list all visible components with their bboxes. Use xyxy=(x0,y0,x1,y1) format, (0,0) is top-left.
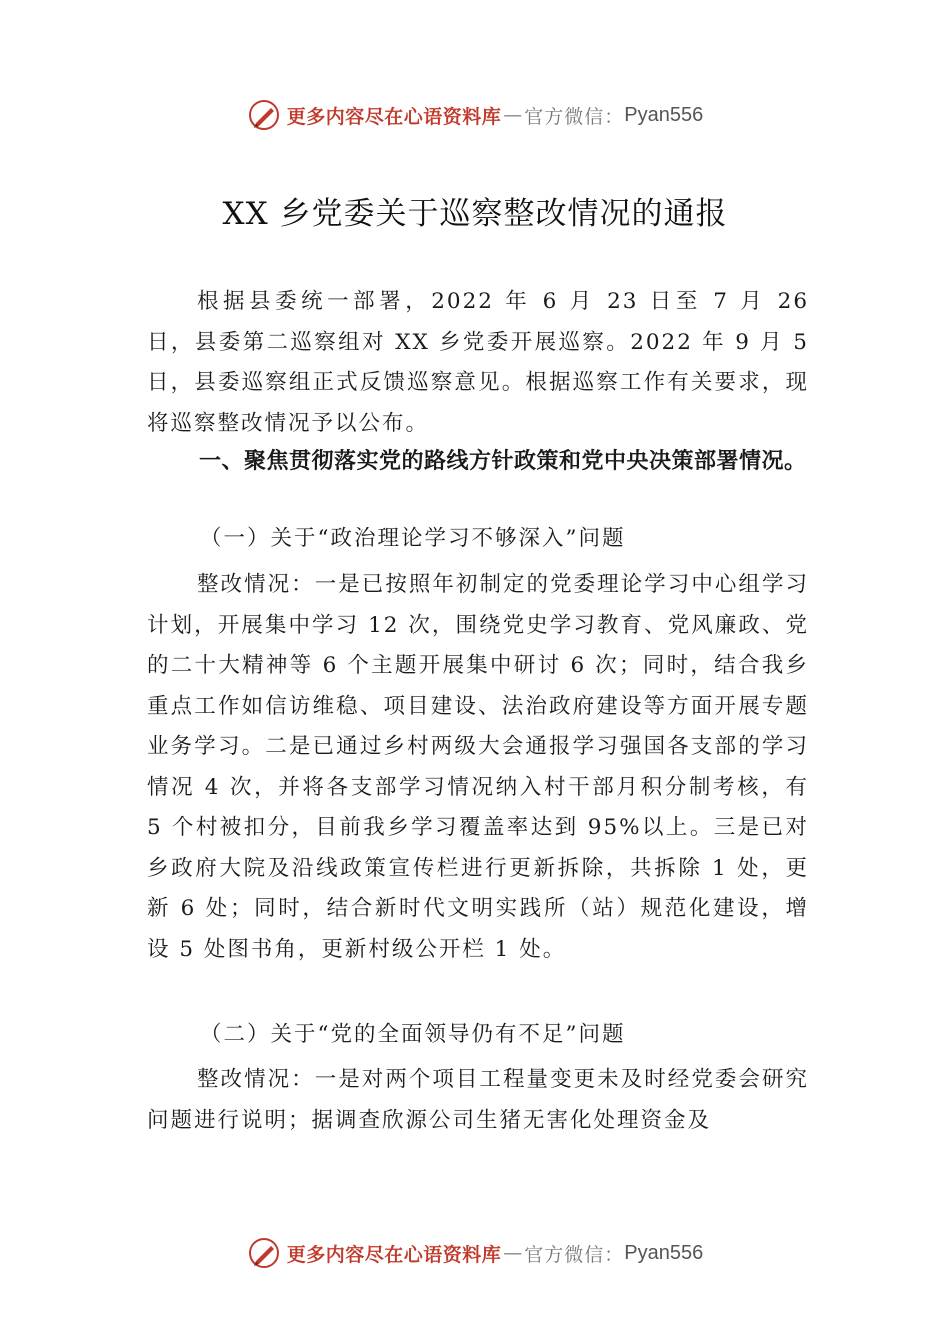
watermark-separator: — xyxy=(503,104,523,126)
watermark-banner-top xyxy=(0,95,950,135)
watermark-banner-bottom xyxy=(0,1233,950,1273)
watermark-separator: — xyxy=(503,1242,523,1264)
subsection-heading-1: （一）关于“政治理论学习不够深入”问题 xyxy=(200,526,626,551)
document-title: XX 乡党委关于巡察整改情况的通报 xyxy=(222,196,728,232)
watermark-brand: 更多内容尽在心语资料库 xyxy=(286,1243,502,1266)
subsection-heading-2: （二）关于“党的全面领导仍有不足”问题 xyxy=(200,1022,626,1047)
section-heading-1: 一、聚焦贯彻落实党的路线方针政策和党中央决策部署情况。 xyxy=(199,449,807,474)
pen-logo-icon xyxy=(247,98,281,132)
watermark-account: Pyan556 xyxy=(624,1241,704,1264)
watermark-label: 官方微信： xyxy=(524,105,625,128)
watermark-brand: 更多内容尽在心语资料库 xyxy=(286,105,502,128)
watermark-label: 官方微信： xyxy=(524,1243,625,1266)
intro-paragraph: 根据县委统一部署，2022 年 6 月 23 日至 7 月 26 日，县委第二巡察组对 XX 乡党委开展巡察。2022 年 9 月 5 日，县委巡察组正式反馈巡察意见。根据巡察工作有关要求，现将巡察整改情况予以公布。 xyxy=(147,289,809,436)
subsection-body-2: 整改情况：一是对两个项目工程量变更未及时经党委会研究问题进行说明；据调查欣源公司生猪无害化处理资金及 xyxy=(147,1067,809,1133)
watermark-account: Pyan556 xyxy=(624,103,704,126)
pen-logo-icon xyxy=(247,1236,281,1270)
subsection-body-1: 整改情况：一是已按照年初制定的党委理论学习中心组学习计划，开展集中学习 12 次，围绕党史学习教育、党风廉政、党的二十大精神等 6 个主题开展集中研讨 6 次；同时，结合我乡重点工作如信访维稳、项目建设、法治政府建设等方面开展专题业务学习。二是已通过乡村两级大会通报学习强国各支部的学习情况 4 次，并将各支部学习情况纳入村干部月积分制考核，有 5 个村被扣分，目前我乡学习覆盖率达到 95%以上。三是已对乡政府大院及沿线政策宣传栏进行更新拆除，共拆除 1 处，更新 6 处；同时，结合新时代文明实践所（站）规范化建设，增设 5 处图书角，更新村级公开栏 1 处。 xyxy=(147,572,809,962)
